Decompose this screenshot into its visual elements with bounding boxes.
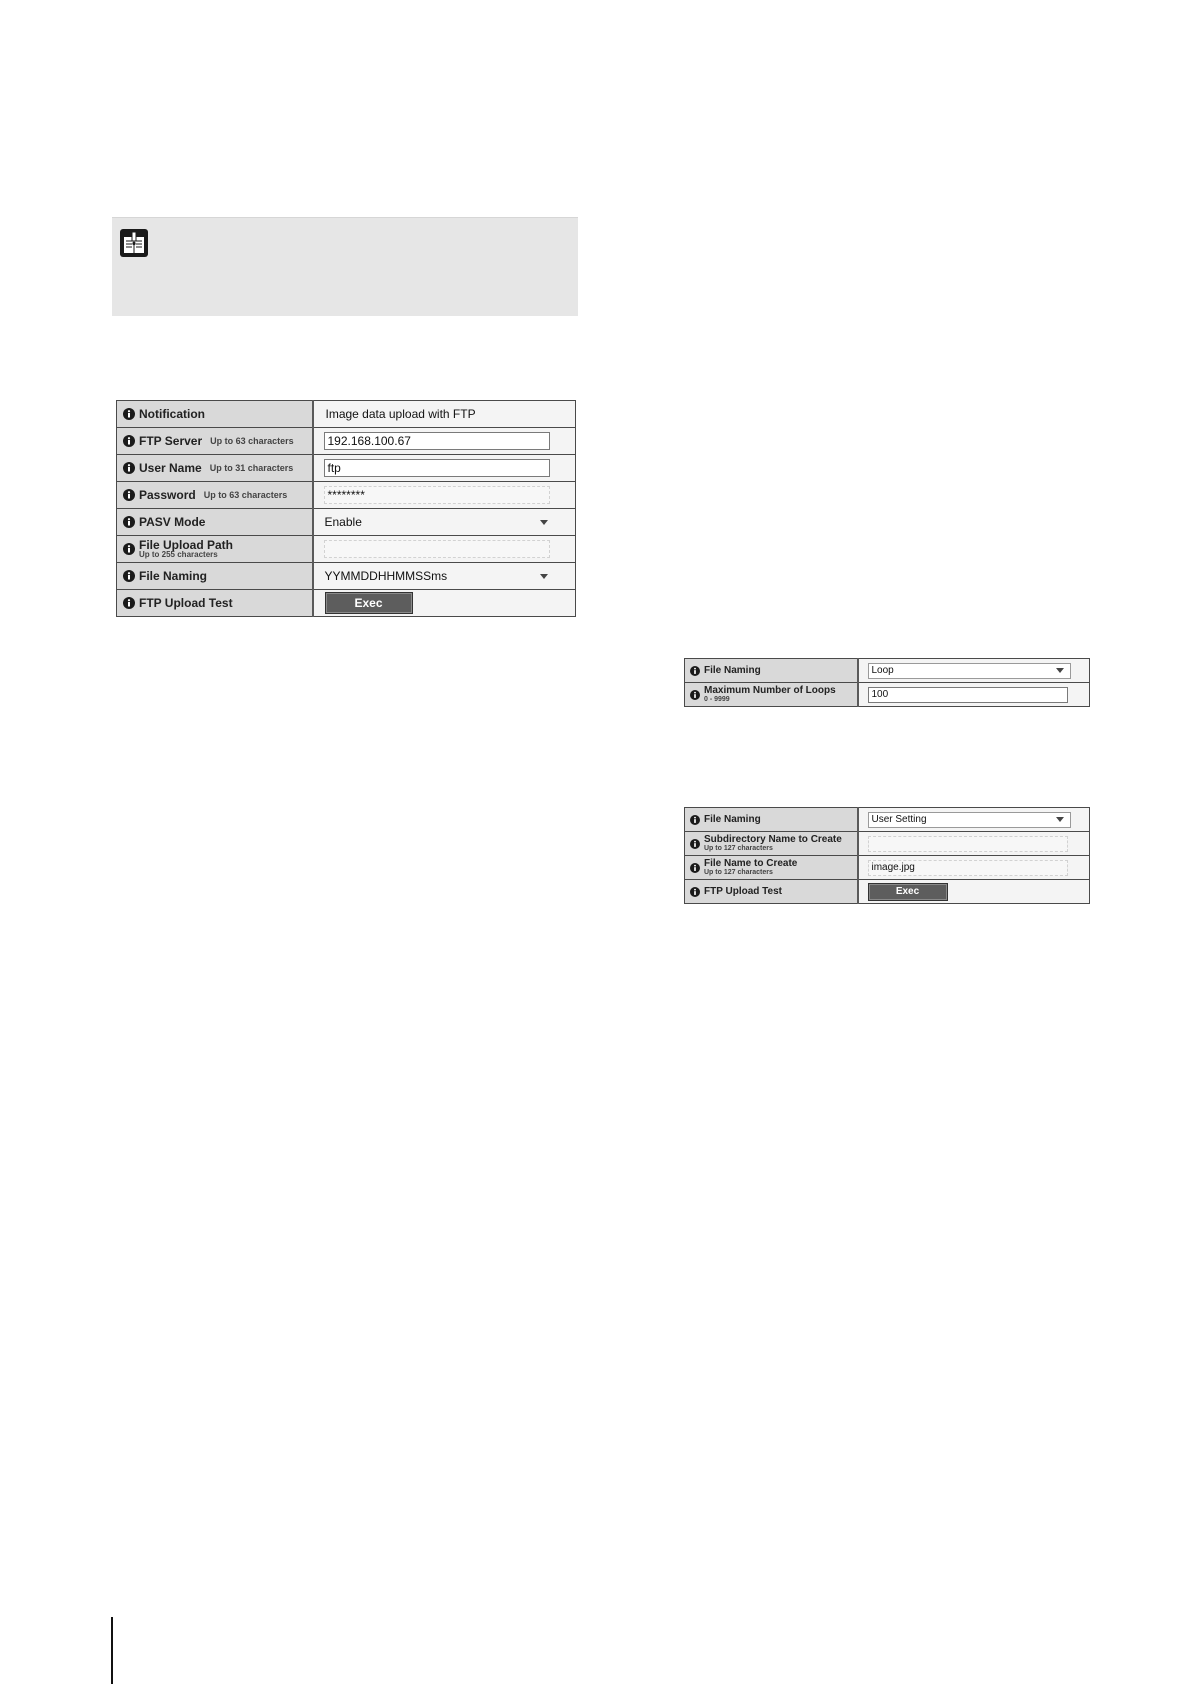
info-icon [123, 462, 135, 474]
info-icon [690, 839, 700, 849]
max-loops-input[interactable]: 100 [868, 687, 1068, 703]
table-row [685, 856, 1090, 880]
user-settings-table [684, 807, 1090, 904]
table-row [685, 880, 1090, 904]
file-naming-label: File Naming [139, 569, 208, 583]
info-icon [690, 815, 700, 825]
file-naming-value: Loop [871, 665, 894, 676]
table-row [117, 401, 576, 428]
file-naming-label: File Naming [704, 814, 761, 825]
pasv-mode-select[interactable] [314, 513, 554, 531]
user-name-label: User Name [139, 461, 202, 475]
table-row [685, 808, 1090, 832]
ftp-server-label: FTP Server [139, 434, 203, 448]
exec-button[interactable]: Exec [868, 883, 948, 901]
password-label: Password [139, 488, 196, 502]
chevron-down-icon [540, 520, 548, 525]
user-name-input[interactable]: ftp [324, 459, 550, 477]
pasv-mode-value: Enable [324, 515, 362, 529]
file-naming-value: User Setting [871, 814, 927, 825]
file-upload-path-hint: Up to 255 characters [139, 550, 218, 560]
notification-label: Notification [139, 407, 205, 421]
table-row [117, 536, 576, 563]
max-loops-label: Maximum Number of Loops [704, 684, 836, 696]
table-row [685, 659, 1090, 683]
table-row [117, 428, 576, 455]
notification-value: Image data upload with FTP [325, 407, 476, 421]
subdirectory-hint: Up to 127 characters [704, 845, 773, 853]
table-row [685, 683, 1090, 707]
max-loops-hint: 0 - 9999 [704, 696, 730, 704]
table-row [117, 590, 576, 617]
chevron-down-icon [1056, 817, 1064, 822]
info-icon [690, 666, 700, 676]
file-name-input[interactable]: image.jpg [868, 860, 1068, 876]
file-upload-path-label: File Upload Path [139, 537, 234, 552]
important-note-box [112, 217, 578, 316]
file-naming-label: File Naming [704, 665, 761, 676]
ftp-server-input[interactable]: 192.168.100.67 [324, 432, 550, 450]
pasv-mode-label: PASV Mode [139, 515, 206, 529]
subdirectory-input[interactable] [868, 836, 1068, 852]
info-icon [123, 516, 135, 528]
ftp-server-hint: Up to 63 characters [210, 436, 294, 446]
chevron-down-icon [540, 574, 548, 579]
password-hint: Up to 63 characters [203, 490, 288, 500]
info-icon [123, 570, 135, 582]
chevron-down-icon [1056, 668, 1064, 673]
table-row [117, 455, 576, 482]
info-icon [123, 543, 135, 555]
password-input[interactable]: ******** [324, 486, 550, 504]
file-naming-select[interactable] [868, 812, 1071, 828]
ftp-settings-table [116, 400, 576, 617]
loop-settings-table [684, 658, 1090, 707]
table-row [117, 509, 576, 536]
subdirectory-label: Subdirectory Name to Create [704, 833, 842, 845]
info-icon [690, 690, 700, 700]
user-name-hint: Up to 31 characters [209, 463, 294, 473]
file-name-label: File Name to Create [704, 857, 798, 869]
table-row [117, 563, 576, 590]
file-naming-select[interactable] [314, 567, 554, 585]
file-name-hint: Up to 127 characters [704, 869, 773, 877]
ftp-upload-test-label: FTP Upload Test [704, 886, 782, 897]
info-icon [123, 489, 135, 501]
table-row [117, 482, 576, 509]
table-row [685, 832, 1090, 856]
ftp-upload-test-label: FTP Upload Test [139, 596, 233, 610]
info-icon [690, 863, 700, 873]
info-icon [123, 408, 135, 420]
file-naming-value: YYMMDDHHMMSSms [324, 569, 448, 583]
info-icon [123, 597, 135, 609]
info-icon [123, 435, 135, 447]
file-naming-select[interactable] [868, 663, 1071, 679]
exec-button[interactable]: Exec [325, 592, 413, 614]
info-icon [690, 887, 700, 897]
important-note-icon [120, 229, 148, 257]
file-upload-path-input[interactable] [324, 540, 550, 558]
page-margin-rule [111, 1617, 113, 1684]
